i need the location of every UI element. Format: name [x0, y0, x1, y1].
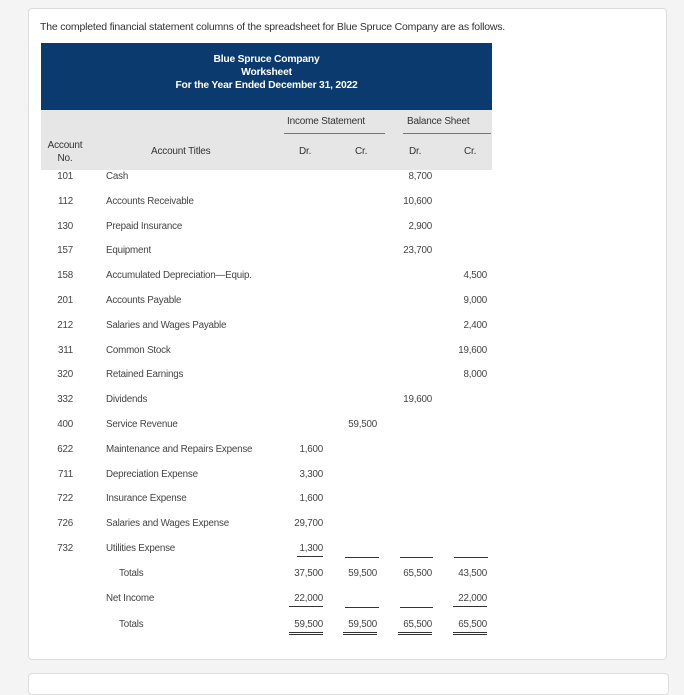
account-title: Accumulated Depreciation—Equip. — [106, 270, 252, 282]
amount-bs-dr: 2,900 — [408, 220, 432, 232]
account-number: 212 — [57, 319, 73, 331]
income-statement-heading: Income Statement — [287, 116, 365, 127]
amount-is-dr: 1,300 — [299, 543, 323, 554]
account-number: 158 — [57, 270, 73, 282]
account-number: 722 — [57, 493, 73, 505]
account-number: 400 — [57, 419, 73, 430]
totals-label: Totals — [119, 567, 144, 579]
double-rule-bottom-bs-cr — [453, 634, 487, 635]
account-title: Common Stock — [106, 344, 171, 356]
account-number: 112 — [57, 195, 73, 207]
account-number: 711 — [57, 468, 73, 480]
double-rule-top-bs-dr — [398, 632, 432, 633]
account-number: 726 — [57, 518, 73, 530]
amount-is-cr: 59,500 — [348, 419, 377, 430]
total-bs-dr: 65,500 — [403, 567, 432, 579]
amount-is-dr: 29,700 — [294, 518, 323, 530]
account-title: Cash — [106, 171, 129, 182]
income-statement-rule — [284, 133, 385, 134]
question-card — [28, 8, 667, 660]
account-number: 130 — [57, 220, 73, 232]
account-number: 622 — [57, 443, 73, 455]
account-title: Equipment — [106, 245, 152, 257]
amount-bs-dr: 10,600 — [403, 195, 432, 207]
final-total-bs-dr: 65,500 — [403, 619, 432, 631]
account-title: Insurance Expense — [106, 493, 187, 505]
account-title: Accounts Receivable — [106, 195, 194, 207]
account-number: 157 — [57, 245, 73, 257]
account-title: Prepaid Insurance — [106, 220, 183, 232]
net-income-rule-bs-dr — [400, 607, 433, 608]
amount-bs-dr: 8,700 — [408, 171, 432, 182]
account-number: 311 — [57, 344, 73, 356]
amount-bs-cr: 8,000 — [463, 369, 487, 381]
subtotal-rule-is-cr — [345, 557, 379, 558]
total-is-dr: 37,500 — [294, 567, 323, 579]
double-rule-bottom-bs-dr — [398, 634, 432, 635]
account-title: Retained Earnings — [106, 369, 184, 381]
double-rule-top-bs-cr — [453, 632, 487, 633]
subtotal-rule-is-dr — [297, 556, 323, 557]
account-number: 201 — [57, 295, 73, 306]
account-title: Salaries and Wages Payable — [106, 319, 227, 331]
account-number: 320 — [57, 369, 73, 381]
final-total-is-dr: 59,500 — [294, 619, 323, 631]
amount-bs-dr: 19,600 — [403, 394, 432, 406]
total-is-cr: 59,500 — [348, 567, 377, 579]
double-rule-top-is-dr — [289, 632, 323, 633]
net-income-is-dr: 22,000 — [294, 592, 323, 604]
account-no-heading-1: Account — [47, 140, 83, 151]
amount-bs-cr: 9,000 — [463, 295, 487, 306]
account-no-heading-2: No. — [57, 153, 73, 164]
account-title: Salaries and Wages Expense — [106, 518, 229, 530]
bs-cr-heading: Cr. — [464, 146, 477, 157]
account-title: Accounts Payable — [106, 295, 182, 306]
amount-bs-cr: 4,500 — [463, 270, 487, 282]
account-title: Service Revenue — [106, 419, 178, 430]
account-title: Depreciation Expense — [106, 468, 198, 480]
worksheet-header — [41, 43, 492, 110]
amount-is-dr: 3,300 — [299, 468, 323, 480]
net-income-rule-bs-cr — [453, 606, 487, 607]
bs-dr-heading: Dr. — [409, 146, 422, 157]
account-title: Dividends — [106, 394, 148, 406]
account-titles-heading: Account Titles — [151, 146, 211, 157]
is-cr-heading: Cr. — [355, 146, 368, 157]
final-total-bs-cr: 65,500 — [458, 619, 487, 631]
net-income-label: Net Income — [106, 592, 155, 604]
balance-sheet-rule — [403, 133, 491, 134]
amount-bs-cr: 19,600 — [458, 344, 487, 356]
next-card — [28, 673, 669, 695]
net-income-bs-cr: 22,000 — [458, 592, 487, 604]
column-header-band — [41, 110, 492, 170]
balance-sheet-heading: Balance Sheet — [407, 116, 470, 127]
is-dr-heading: Dr. — [299, 146, 312, 157]
report-name: Worksheet — [241, 67, 292, 78]
account-title: Utilities Expense — [106, 543, 176, 554]
account-number: 732 — [57, 543, 73, 554]
net-income-rule-is-dr — [289, 606, 323, 607]
intro-text: The completed financial statement columns of the spreadsheet for Blue Spruce Company are as follows. — [40, 21, 506, 33]
total-bs-cr: 43,500 — [458, 567, 487, 579]
amount-is-dr: 1,600 — [299, 493, 323, 505]
double-rule-bottom-is-cr — [343, 634, 377, 635]
net-income-rule-is-cr — [345, 607, 379, 608]
account-number: 101 — [57, 171, 73, 182]
amount-is-dr: 1,600 — [299, 443, 323, 455]
subtotal-rule-bs-dr — [400, 557, 433, 558]
company-name: Blue Spruce Company — [213, 54, 320, 65]
amount-bs-dr: 23,700 — [403, 245, 432, 257]
account-title: Maintenance and Repairs Expense — [106, 443, 253, 455]
double-rule-top-is-cr — [343, 632, 377, 633]
final-totals-label: Totals — [119, 619, 144, 631]
report-period: For the Year Ended December 31, 2022 — [175, 80, 358, 91]
account-number: 332 — [57, 394, 73, 406]
amount-bs-cr: 2,400 — [463, 319, 487, 331]
subtotal-rule-bs-cr — [454, 557, 488, 558]
final-total-is-cr: 59,500 — [348, 619, 377, 631]
double-rule-bottom-is-dr — [289, 634, 323, 635]
